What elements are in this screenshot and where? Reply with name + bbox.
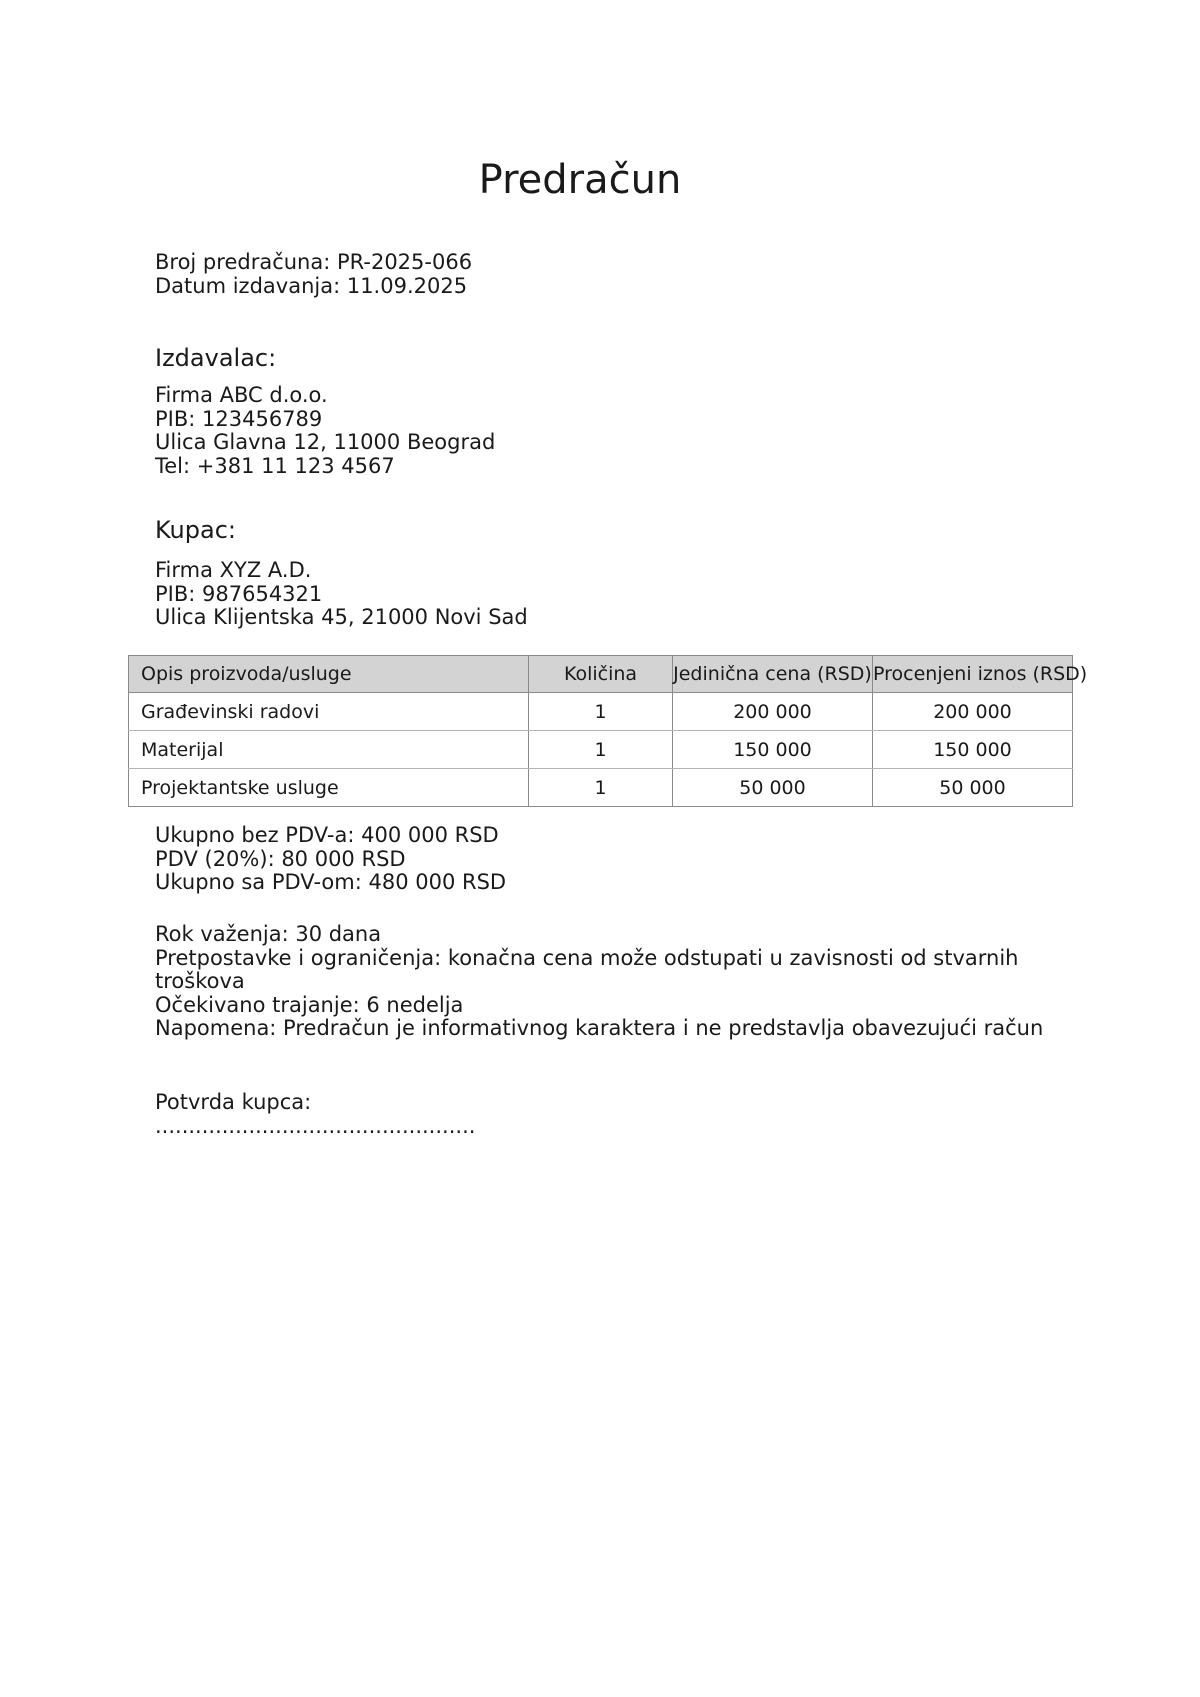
table-row [129, 693, 1073, 731]
item-estimated-amount: 150 000 [873, 731, 1073, 769]
issuer-details [155, 384, 495, 478]
table-row [129, 731, 1073, 769]
table-header-row [129, 656, 1073, 693]
buyer-company-name: Firma XYZ A.D. [155, 558, 312, 582]
issuer-pib: PIB: 123456789 [155, 406, 323, 431]
signature-dotted-line: ................................................ [155, 1113, 476, 1138]
column-header-description: Opis proizvoda/usluge [129, 656, 529, 693]
issuer-heading: Izdavalac: [155, 344, 277, 372]
item-description: Materijal [129, 731, 529, 769]
note-line: Napomena: Predračun je informativnog karaktera i ne predstavlja obavezujući račun [155, 1016, 1044, 1040]
terms-section [155, 922, 1044, 1041]
validity-line: Rok važenja: 30 dana [155, 922, 382, 946]
column-header-estimated-amount: Procenjeni iznos (RSD) [873, 656, 1073, 693]
table-row [129, 769, 1073, 807]
duration-line: Očekivano trajanje: 6 nedelja [155, 992, 464, 1017]
item-unit-price: 50 000 [673, 769, 873, 807]
item-quantity: 1 [529, 693, 673, 731]
issuer-address: Ulica Glavna 12, 11000 Beograd [155, 430, 496, 454]
page-title: Predračun [478, 157, 682, 203]
invoice-number-line: Broj predračuna: PR-2025-066 [155, 250, 473, 274]
assumptions-line: Pretpostavke i ograničenja: konačna cena može odstupati u zavisnosti od stvarnih troškova [155, 945, 1019, 993]
issue-date-line: Datum izdavanja: 11.09.2025 [155, 273, 468, 298]
total-net-line: Ukupno bez PDV-a: 400 000 RSD [155, 823, 499, 847]
invoice-meta [155, 251, 472, 298]
item-description: Građevinski radovi [129, 693, 529, 731]
confirmation-label: Potvrda kupca: [155, 1090, 312, 1114]
item-description: Projektantske usluge [129, 769, 529, 807]
column-header-quantity: Količina [529, 656, 673, 693]
item-unit-price: 200 000 [673, 693, 873, 731]
item-estimated-amount: 200 000 [873, 693, 1073, 731]
vat-line: PDV (20%): 80 000 RSD [155, 846, 406, 871]
item-unit-price: 150 000 [673, 731, 873, 769]
issuer-phone: Tel: +381 11 123 4567 [155, 453, 395, 478]
item-quantity: 1 [529, 769, 673, 807]
column-header-unit-price: Jedinična cena (RSD) [673, 656, 873, 693]
items-table [128, 655, 1088, 807]
buyer-pib: PIB: 987654321 [155, 581, 323, 606]
issuer-company-name: Firma ABC d.o.o. [155, 383, 328, 407]
buyer-address: Ulica Klijentska 45, 21000 Novi Sad [155, 605, 528, 629]
item-estimated-amount: 50 000 [873, 769, 1073, 807]
buyer-details [155, 559, 528, 630]
buyer-heading: Kupac: [155, 516, 236, 544]
total-gross-line: Ukupno sa PDV-om: 480 000 RSD [155, 870, 507, 894]
item-quantity: 1 [529, 731, 673, 769]
totals-section [155, 824, 506, 895]
buyer-confirmation-section [155, 1091, 475, 1138]
